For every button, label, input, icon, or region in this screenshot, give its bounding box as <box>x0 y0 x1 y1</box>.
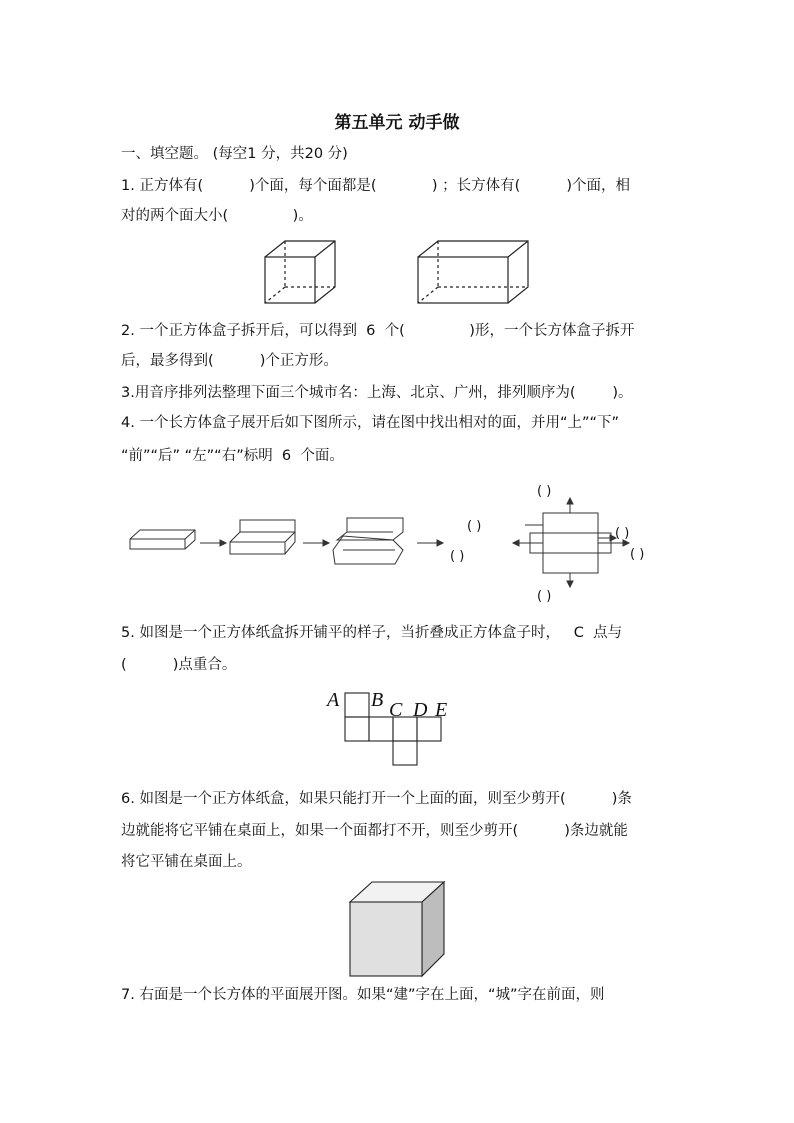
blank-right-lower: ( ) <box>630 547 645 562</box>
box-unfold-figure <box>125 480 705 610</box>
paper-cube-figure <box>348 880 448 980</box>
q5-line1: 5. 如图是一个正方体纸盒拆开铺平的样子，当折叠成正方体盒子时， C 点与 <box>121 625 623 641</box>
q6-line3: 将它平铺在桌面上。 <box>121 854 252 870</box>
q2-line1: 2. 一个正方体盒子拆开后，可以得到 6 个( )形，一个长方体盒子拆开 <box>121 323 635 339</box>
q2-line2: 后，最多得到( )个正方形。 <box>121 353 338 369</box>
blank-left-lower: ( ) <box>450 549 465 564</box>
blank-right-upper: ( ) <box>615 526 630 541</box>
q6-line1: 6. 如图是一个正方体纸盒，如果只能打开一个上面的面，则至少剪开( )条 <box>121 791 632 807</box>
cube-figure <box>260 236 360 308</box>
q4-line2: “前”“后” “左”“右”标明 6 个面。 <box>121 448 344 464</box>
cube-net-figure <box>325 688 465 778</box>
blank-left-upper: ( ) <box>467 519 482 534</box>
label-e: E <box>435 699 448 721</box>
page-title: 第五单元 动手做 <box>334 113 460 133</box>
q7-line1: 7. 右面是一个长方体的平面展开图。如果“建”字在上面，“城”字在前面，则 <box>121 987 605 1003</box>
label-d: D <box>413 699 428 721</box>
q4-line1: 4. 一个长方体盒子展开后如下图所示，请在图中找出相对的面，并用“上”“下” <box>121 415 619 431</box>
section-heading: 一、填空题。 (每空1 分，共20 分) <box>121 146 348 162</box>
q1-line1: 1. 正方体有( )个面，每个面都是( ) ；长方体有( )个面，相 <box>121 178 630 194</box>
blank-bottom: ( ) <box>537 589 552 604</box>
q6-line2: 边就能将它平铺在桌面上，如果一个面都打不开，则至少剪开( )条边就能 <box>121 823 628 839</box>
q5-line2: ( )点重合。 <box>121 657 237 673</box>
q1-line2: 对的两个面大小( )。 <box>121 208 313 224</box>
blank-top: ( ) <box>537 484 552 499</box>
q3-line1: 3.用音序排列法整理下面三个城市名：上海、北京、广州，排列顺序为( )。 <box>121 385 633 401</box>
label-a: A <box>327 689 340 711</box>
cuboid-figure <box>413 236 533 308</box>
label-c: C <box>389 699 403 721</box>
label-b: B <box>371 689 384 711</box>
